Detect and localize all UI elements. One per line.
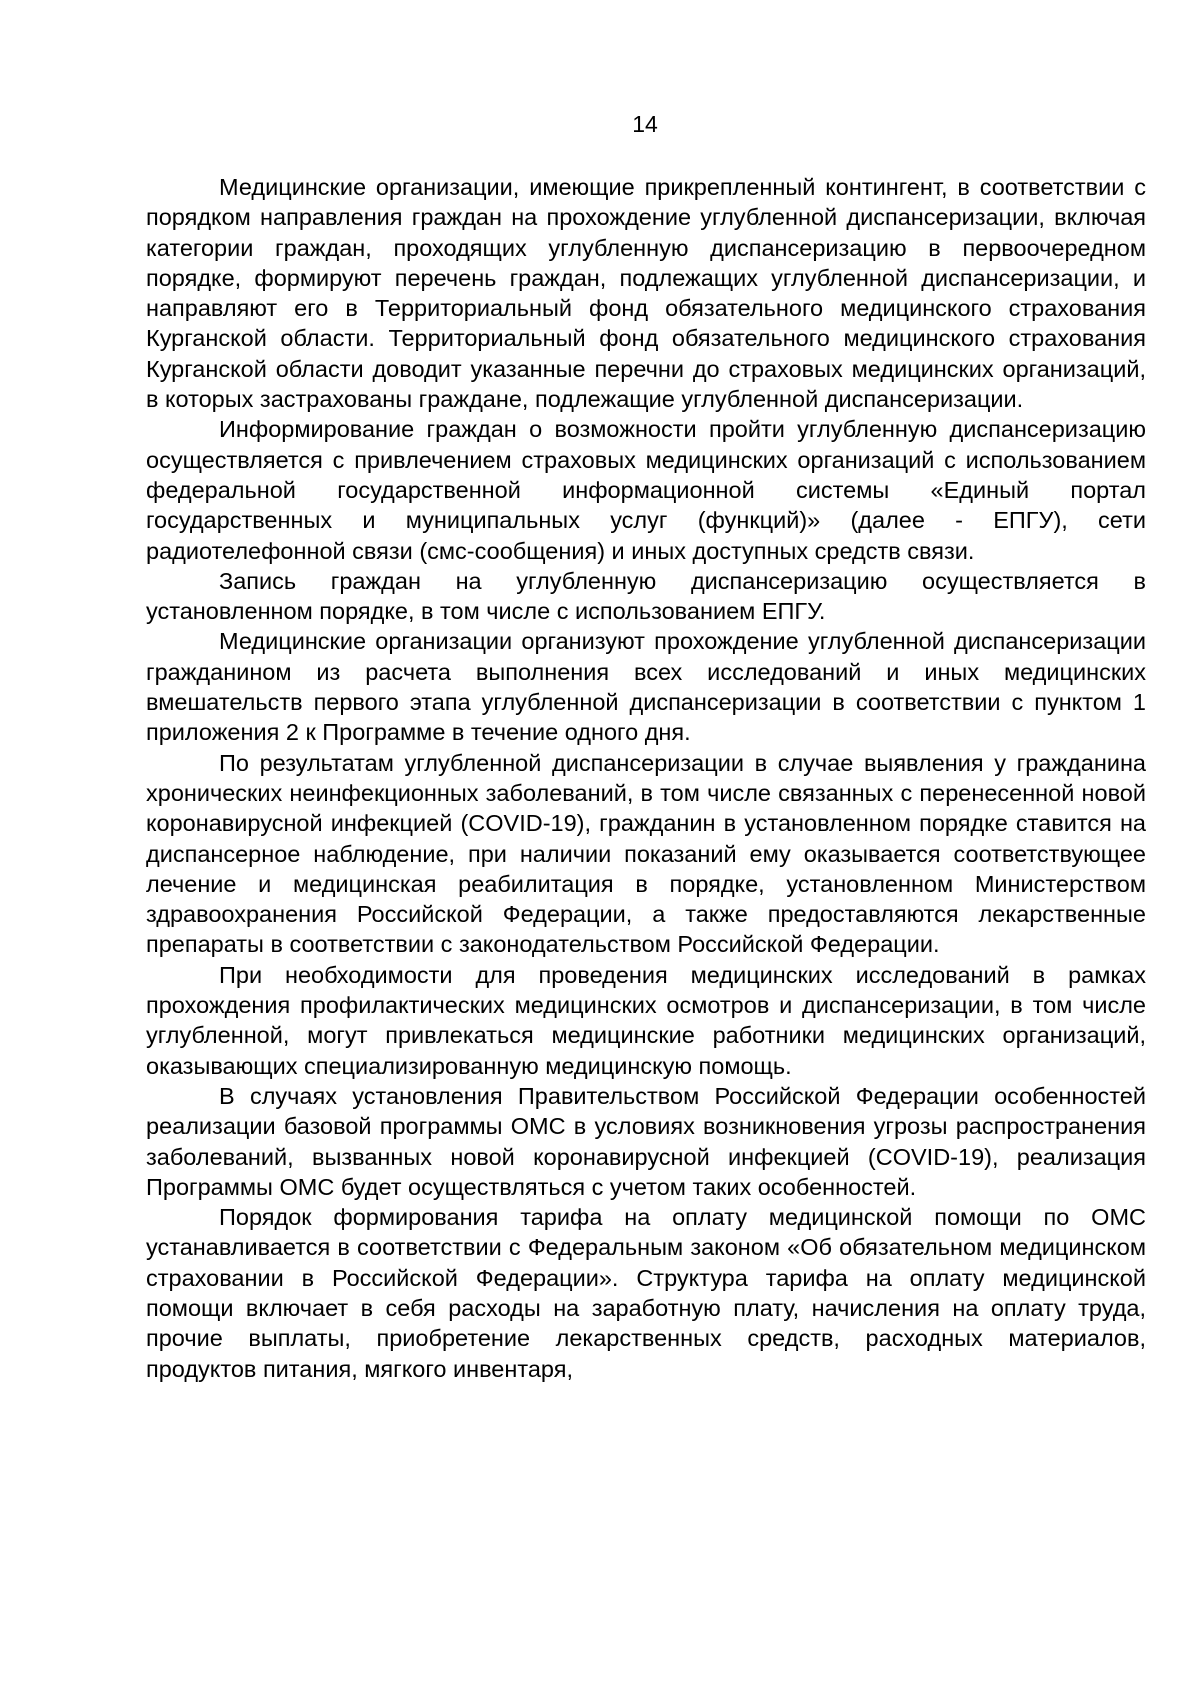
paragraph-registration: Запись граждан на углубленную диспансеризацию осуществляется в установленном порядке, в том числе с использованием ЕПГУ. — [146, 567, 1146, 625]
paragraph-referral-lists: Медицинские организации, имеющие прикрепленный контингент, в соответствии с порядком направления граждан на прохождение углубленной диспансеризации, включая категории граждан, проходящих углубленную диспансеризацию в первоочередном порядке, формируют перечень граждан, подлежащих углубленной диспансеризации, и направляют его в Территориальный фонд обязательного медицинского страхования Курганской области. Территориальный фонд обязательного медицинского страхования Курганской области доводит указанные перечни до страховых медицинских организаций, в которых застрахованы граждане, подлежащие углубленной диспансеризации. — [146, 174, 1146, 413]
document-body — [146, 172, 1146, 1384]
paragraph-one-day-completion: Медицинские организации организуют прохождение углубленной диспансеризации гражданином из расчета выполнения всех исследований и иных медицинских вмешательств первого этапа углубленной диспансеризации в соответствии с пунктом 1 приложения 2 к Программе в течение одного дня. — [146, 628, 1146, 746]
paragraph-covid-features: В случаях установления Правительством Российской Федерации особенностей реализации базовой программы ОМС в условиях возникновения угрозы распространения заболеваний, вызванных новой коронавирусной инфекцией (COVID-19), реализация Программы ОМС будет осуществляться с учетом таких особенностей. — [146, 1082, 1146, 1200]
paragraph-results-follow-up: По результатам углубленной диспансеризации в случае выявления у гражданина хронических неинфекционных заболеваний, в том числе связанных с перенесенной новой коронавирусной инфекцией (COVID-19), гражданин в установленном порядке ставится на диспансерное наблюдение, при наличии показаний ему оказывается соответствующее лечение и медицинская реабилитация в порядке, установленном Министерством здравоохранения Российской Федерации, а также предоставляются лекарственные препараты в соответствии с законодательством Российской Федерации. — [146, 749, 1146, 958]
paragraph-specialist-involvement: При необходимости для проведения медицинских исследований в рамках прохождения профилактических медицинских осмотров и диспансеризации, в том числе углубленной, могут привлекаться медицинские работники медицинских организаций, оказывающих специализированную медицинскую помощь. — [146, 961, 1146, 1079]
page-number: 14 — [632, 111, 658, 137]
paragraph-informing-citizens: Информирование граждан о возможности пройти углубленную диспансеризацию осуществляется с привлечением страховых медицинских организаций с использованием федеральной государственной информационной системы «Единый портал государственных и муниципальных услуг (функций)» (далее - ЕПГУ), сети радиотелефонной связи (смс-сообщения) и иных доступных средств связи. — [146, 416, 1146, 564]
paragraph-tariff-structure: Порядок формирования тарифа на оплату медицинской помощи по ОМС устанавливается в соответствии с Федеральным законом «Об обязательном медицинском страховании в Российской Федерации». Структура тарифа на оплату медицинской помощи включает в себя расходы на заработную плату, начисления на оплату труда, прочие выплаты, приобретение лекарственных средств, расходных материалов, продуктов питания, мягкого инвентаря, — [146, 1204, 1146, 1382]
